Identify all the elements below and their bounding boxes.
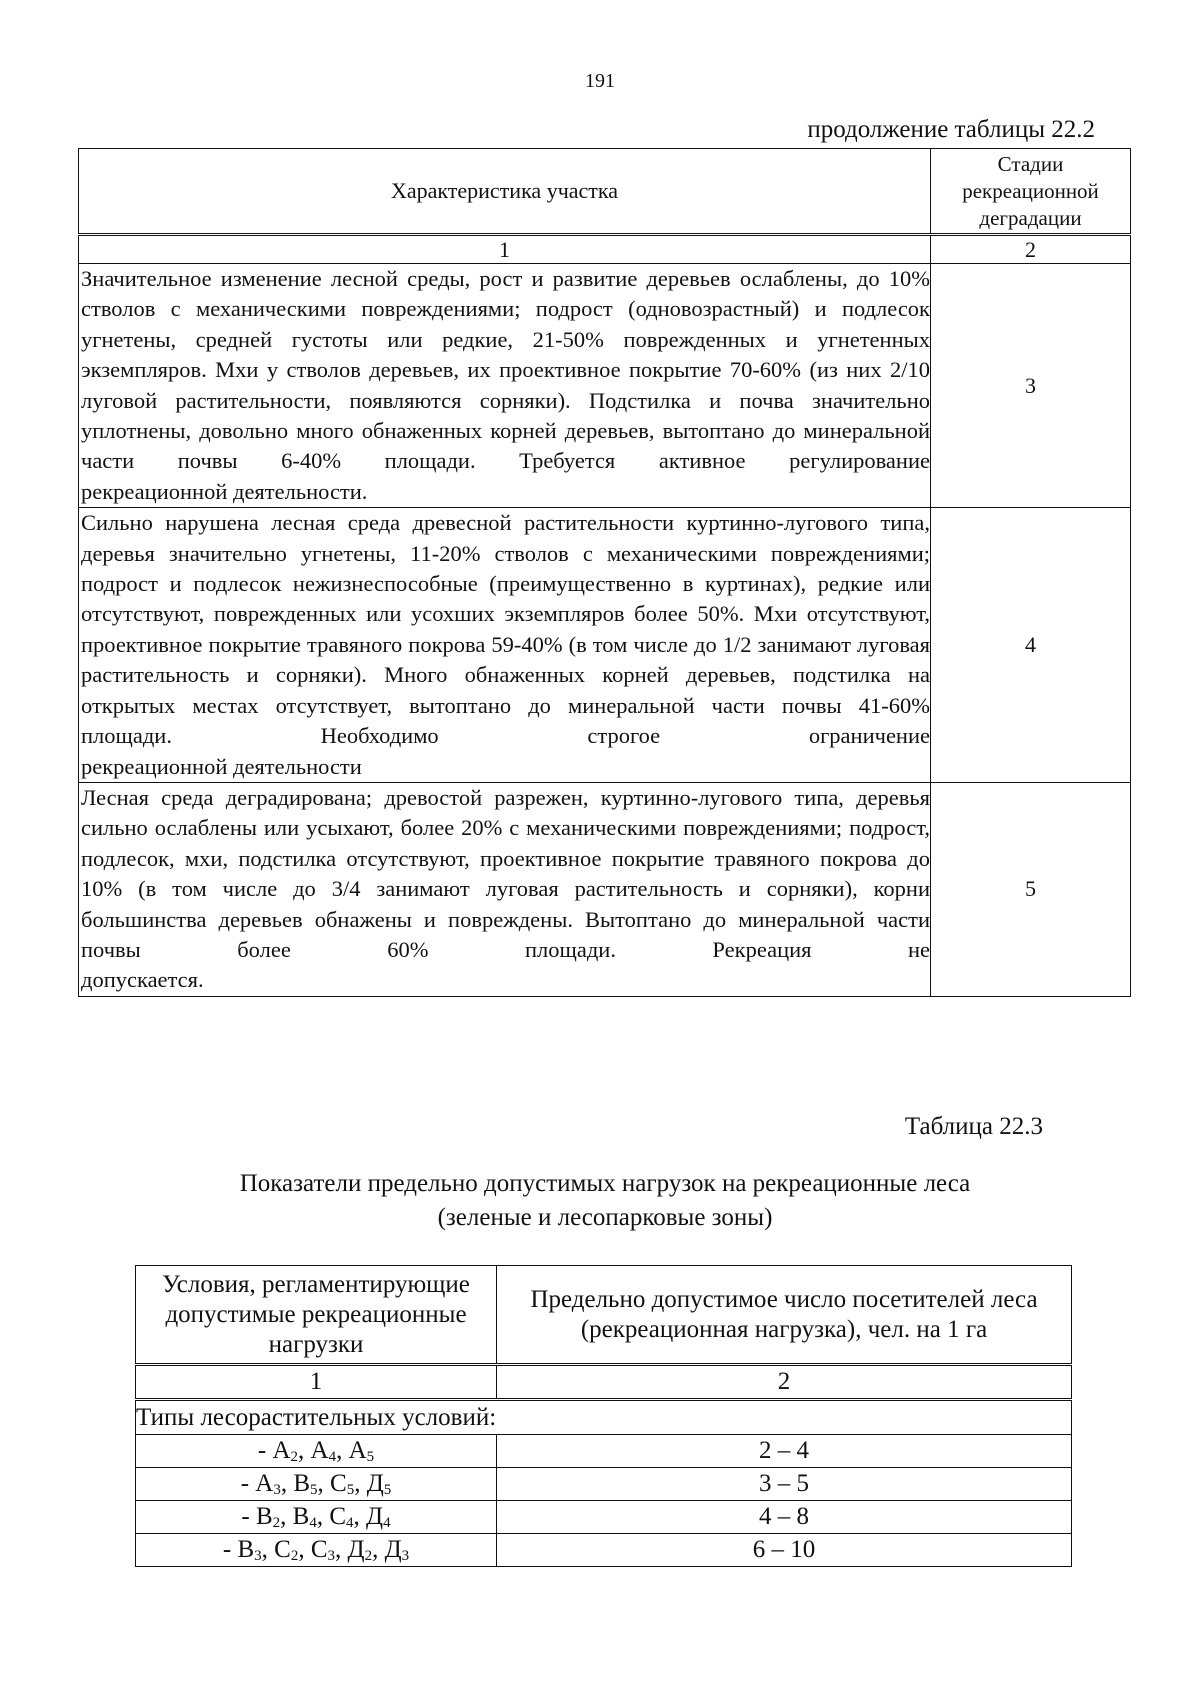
type-index: 4: [309, 1515, 317, 1531]
type-letter: А: [348, 1437, 367, 1464]
table-title-line: (зеленые и лесопарковые зоны): [437, 1204, 773, 1231]
type-letter: Д: [347, 1536, 365, 1563]
column-number-row: [136, 1365, 1072, 1400]
description-text: Значительное изменение лесной среды, рост и развитие деревьев ослаблены, до 10% стволов с механическими повреждениями; подрост (одновозрастный) и подлесок угнетены, средней густоты или редкие, 21-50% поврежденных и угнетенных экземпляров. Мхи у стволов деревьев, их проективное покрытие 70-60% (из них 2/10 луговой растительности, появляются сорняки). Подстилка и почва значительно уплотнены, довольно много обнаженных корней деревьев, вытоптано до минеральной части почвы 6-40% площади. Требуется активное регулирование: [81, 266, 930, 474]
header-characteristic: Характеристика участка: [79, 149, 931, 235]
table-title-line: Показатели предельно допустимых нагрузок на рекреационные леса: [239, 1170, 971, 1197]
page-number: 191: [585, 70, 615, 92]
type-letter: А: [255, 1470, 274, 1497]
type-letter: В: [292, 1503, 310, 1530]
description-text-end: допускается.: [81, 967, 204, 993]
column-number: 1: [136, 1365, 497, 1400]
header-max-visitors: Предельно допустимое число посетителей леса (рекреационная нагрузка), чел. на 1 га: [497, 1266, 1072, 1365]
table-label: Таблица 22.3: [904, 1113, 1043, 1140]
site-description: [79, 264, 931, 508]
visitor-load-value: 6 – 10: [497, 1534, 1072, 1567]
forest-conditions-types: - $А_2$, $А_4$, $А_5$: [136, 1435, 497, 1468]
type-letter: С: [274, 1536, 291, 1563]
forest-conditions-types: - $В_2$, $В_4$, $С_4$, $Д_4$: [136, 1501, 497, 1534]
table-row: [136, 1534, 1072, 1567]
type-letter: В: [293, 1470, 311, 1497]
type-index: 3: [254, 1548, 262, 1564]
forest-conditions-types: - $В_3$, $С_2$, $С_3$, $Д_2$, $Д_3$: [136, 1534, 497, 1567]
column-number: 2: [931, 235, 1131, 264]
table-row: [79, 782, 1131, 996]
degradation-stage: 4: [931, 508, 1131, 783]
table-22-3: [135, 1265, 1072, 1567]
group-label: Типы лесорастительных условий:: [136, 1400, 1072, 1435]
type-index: 4: [328, 1449, 337, 1465]
table-title: [0, 1167, 1200, 1235]
type-index: 5: [366, 1449, 375, 1465]
visitor-load-value: 3 – 5: [497, 1468, 1072, 1501]
site-description: [79, 508, 931, 783]
header-conditions: Условия, регламентирующие допустимые рекреационные нагрузки: [136, 1266, 497, 1365]
type-index: 2: [272, 1515, 281, 1531]
column-number-row: [79, 235, 1131, 264]
type-letter: Д: [366, 1503, 384, 1530]
visitor-load-value: 2 – 4: [497, 1435, 1072, 1468]
column-number: 1: [79, 235, 931, 264]
type-letter: В: [237, 1536, 255, 1563]
header-stages: Стадии рекреационной деградации: [931, 149, 1131, 235]
type-letter: С: [310, 1536, 328, 1563]
type-letter: А: [310, 1437, 329, 1464]
type-index: 2: [290, 1449, 298, 1465]
column-number: 2: [497, 1365, 1072, 1400]
type-index: 4: [383, 1515, 391, 1531]
type-index: 5: [346, 1482, 355, 1498]
type-letter: Д: [366, 1470, 384, 1497]
visitor-load-value: 4 – 8: [497, 1501, 1072, 1534]
table-22-2: [78, 148, 1131, 997]
table-row: [136, 1501, 1072, 1534]
type-index: 3: [327, 1548, 335, 1564]
type-index: 5: [383, 1482, 392, 1498]
degradation-stage: 5: [931, 782, 1131, 996]
forest-conditions-types: - $А_3$, $В_5$, $С_5$, $Д_5$: [136, 1468, 497, 1501]
type-index: 5: [310, 1482, 318, 1498]
type-index: 3: [401, 1548, 410, 1564]
description-text-end: рекреационной деятельности.: [81, 478, 368, 504]
type-letter: В: [255, 1503, 273, 1530]
type-index: 4: [346, 1515, 354, 1531]
description-text-end: рекреационной деятельности: [81, 753, 362, 779]
table-row: [136, 1435, 1072, 1468]
type-letter: Д: [384, 1536, 402, 1563]
type-index: 2: [290, 1548, 299, 1564]
type-letter: А: [272, 1437, 291, 1464]
type-letter: С: [330, 1470, 347, 1497]
degradation-stage: 3: [931, 264, 1131, 508]
table-continuation-label: продолжение таблицы 22.2: [807, 116, 1095, 143]
site-description: [79, 782, 931, 996]
description-text: Сильно нарушена лесная среда древесной растительности куртинно-лугового типа, деревья значительно угнетены, 11-20% стволов с механическими повреждениями; подрост и подлесок нежизнеспособные (преимущественно в куртинах), редкие или отсутствуют, поврежденных или усохших экземпляров более 50%. Мхи отсутствуют, проективное покрытие травяного покрова 59-40% (в том числе до 1/2 занимают луговая растительность и сорняки). Много обнаженных корней деревьев, подстилка на открытых местах отсутствует, вытоптано до минеральной части почвы 41-60% площади. Необходимо строгое ограничение: [81, 510, 930, 749]
table-row: [79, 264, 1131, 508]
type-index: 2: [364, 1548, 373, 1564]
group-row: [136, 1400, 1072, 1435]
table-row: [79, 508, 1131, 783]
type-index: 3: [273, 1482, 281, 1498]
table-row: [136, 1468, 1072, 1501]
table-header-row: [136, 1266, 1072, 1365]
table-header-row: [79, 149, 1131, 235]
description-text: Лесная среда деградирована; древостой разрежен, куртинно-лугового типа, деревья сильно ослаблены или усыхают, более 20% с механическими повреждениями; подрост, подлесок, мхи, подстилка отсутствуют, проективное покрытие травяного покрова до 10% (в том числе до 3/4 занимают луговая растительность и сорняки), корни большинства деревьев обнажены и повреждены. Вытоптано до минеральной части почвы более 60% площади. Рекреация не: [81, 784, 930, 962]
type-letter: С: [329, 1503, 347, 1530]
